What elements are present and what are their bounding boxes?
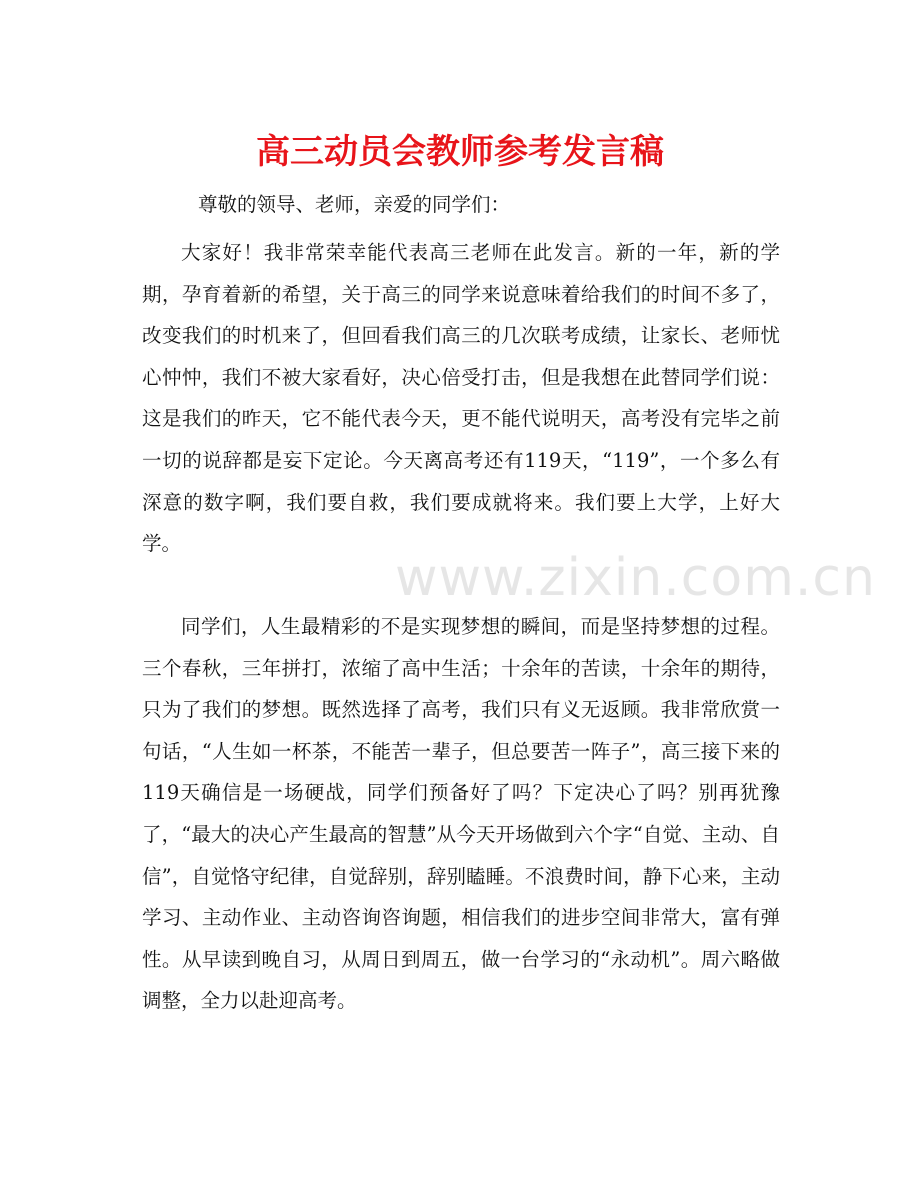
salutation: 尊敬的领导、老师，亲爱的同学们： [198, 193, 511, 216]
paragraph-2: 同学们，人生最精彩的不是实现梦想的瞬间，而是坚持梦想的过程。三个春秋，三年拼打，浓缩了高中生活；十余年的苦读，十余年的期待，只为了我们的梦想。既然选择了高考，我们只有义无返顾。我非常欣赏一句话，“人生如一杯茶，不能苦一辈子，但总要苦一阵子”，高三接下来的119天确信是一场硬战，同学们预备好了吗？下定决心了吗？别再犹豫了，“最大的决心产生最高的智慧”从今天开场做到六个字“自觉、主动、自信”，自觉恪守纪律，自觉辞别，辞别瞌睡。不浪费时间，静下心来，主动学习、主动作业、主动咨询咨询题，相信我们的进步空间非常大，富有弹性。从早读到晚自习，从周日到周五，做一台学习的“永动机”。周六略做调整，全力以赴迎高考。 [142, 615, 780, 1013]
watermark-text: www.zixin.com.cn [395, 548, 876, 608]
document-title: 高三动员会教师参考发言稿 [256, 132, 664, 172]
paragraph-1: 大家好！我非常荣幸能代表高三老师在此发言。新的一年，新的学期，孕育着新的希望，关于高三的同学来说意味着给我们的时间不多了，改变我们的时机来了，但回看我们高三的几次联考成绩，让家长、老师忧心忡忡，我们不被大家看好，决心倍受打击，但是我想在此替同学们说：这是我们的昨天，它不能代表今天，更不能代说明天，高考没有完毕之前一切的说辞都是妄下定论。今天离高考还有119天，“119”，一个多么有深意的数字啊，我们要自救，我们要成就将来。我们要上大学，上好大学。 [142, 241, 780, 556]
